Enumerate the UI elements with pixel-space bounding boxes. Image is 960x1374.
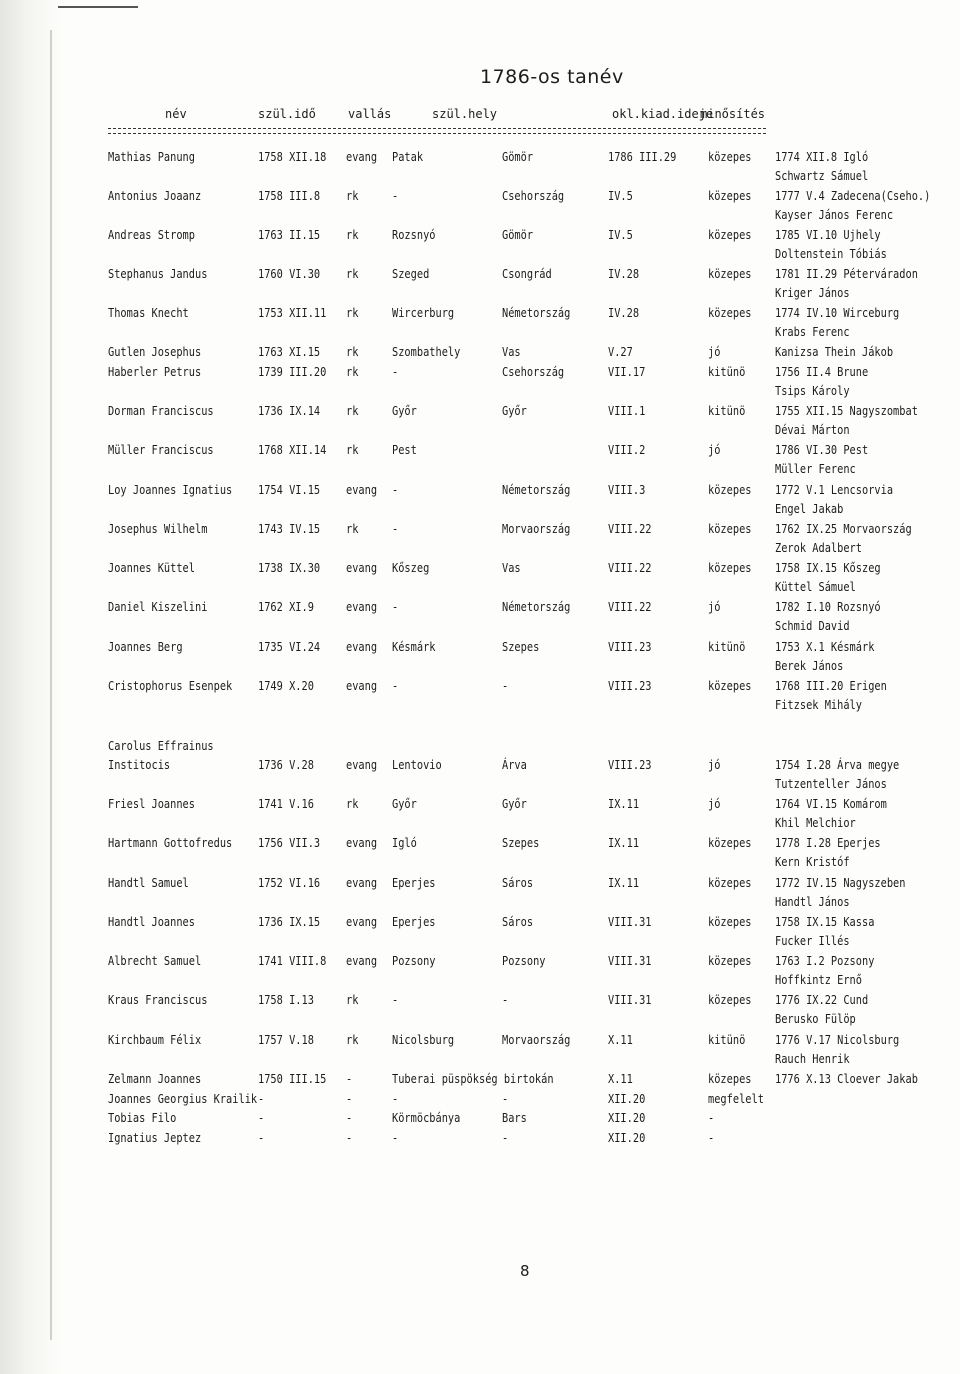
diploma-date: IV.28 — [608, 267, 640, 281]
birth-place: - — [392, 993, 399, 1007]
table-row — [0, 150, 960, 183]
birth-date: - — [258, 1131, 265, 1145]
birth-date: 1736 V.28 — [258, 758, 314, 772]
previous-record: 1774 XII.8 Igló — [775, 150, 869, 164]
table-row — [0, 443, 960, 476]
previous-record: 1758 IX.15 Kassa — [775, 915, 875, 929]
birth-date: 1754 VI.15 — [258, 483, 321, 497]
previous-record: 1772 IV.15 Nagyszeben — [775, 876, 906, 890]
previous-record: 1758 IX.15 Kőszeg — [775, 561, 881, 575]
previous-teacher: Doltenstein Tóbiás — [775, 247, 887, 261]
religion: rk — [346, 267, 359, 281]
previous-teacher: Berek János — [775, 659, 844, 673]
diploma-date: 1786 III.29 — [608, 150, 677, 164]
table-row — [0, 561, 960, 594]
grade: közepes — [708, 561, 752, 575]
grade: közepes — [708, 267, 752, 281]
header-oklkiad: okl.kiad.ideje — [612, 107, 714, 121]
previous-teacher: Müller Ferenc — [775, 462, 856, 476]
grade: közepes — [708, 993, 752, 1007]
table-row — [0, 365, 960, 398]
previous-teacher: Khil Melchior — [775, 816, 856, 830]
religion: rk — [346, 189, 359, 203]
previous-record: 1755 XII.15 Nagyszombat — [775, 404, 918, 418]
previous-record: 1774 IV.10 Wirceburg — [775, 306, 900, 320]
religion: - — [346, 1072, 353, 1086]
birth-date: 1757 V.18 — [258, 1033, 314, 1047]
previous-teacher: Hoffkintz Ernő — [775, 973, 862, 987]
birth-place: Szombathely — [392, 345, 461, 359]
grade: közepes — [708, 522, 752, 536]
county: Bars — [502, 1111, 527, 1125]
student-name: Albrecht Samuel — [108, 954, 202, 968]
student-name: Handtl Samuel — [108, 876, 189, 890]
previous-record: 1762 IX.25 Morvaország — [775, 522, 912, 536]
header-szulhely: szül.hely — [432, 107, 498, 121]
diploma-date: VIII.3 — [608, 483, 646, 497]
birth-place: Eperjes — [392, 876, 436, 890]
county: Morvaország — [502, 1033, 571, 1047]
previous-record: 1776 V.17 Nicolsburg — [775, 1033, 900, 1047]
religion: evang — [346, 836, 378, 850]
religion: evang — [346, 758, 378, 772]
header-szulido: szül.idő — [258, 107, 316, 121]
birth-date: 1750 III.15 — [258, 1072, 327, 1086]
religion: evang — [346, 561, 378, 575]
grade: közepes — [708, 954, 752, 968]
birth-place: Szeged — [392, 267, 430, 281]
county: - — [502, 993, 509, 1007]
previous-record: 1754 I.28 Árva megye — [775, 758, 900, 772]
student-name: Loy Joannes Ignatius — [108, 483, 233, 497]
birth-place: - — [392, 189, 399, 203]
birth-date: 1739 III.20 — [258, 365, 327, 379]
birth-date: 1735 VI.24 — [258, 640, 321, 654]
student-name: Joannes Berg — [108, 640, 183, 654]
student-name: Stephanus Jandus — [108, 267, 208, 281]
student-name: Joannes Küttel — [108, 561, 195, 575]
diploma-date: IX.11 — [608, 797, 640, 811]
county: Győr — [502, 404, 527, 418]
previous-teacher: Engel Jakab — [775, 502, 844, 516]
birth-date: - — [258, 1092, 265, 1106]
previous-record: 1782 I.10 Rozsnyó — [775, 600, 881, 614]
religion: - — [346, 1131, 353, 1145]
grade: jó — [708, 443, 721, 457]
diploma-date: VIII.23 — [608, 640, 652, 654]
previous-record: 1786 VI.30 Pest — [775, 443, 869, 457]
previous-teacher: Berusko Fülöp — [775, 1012, 856, 1026]
religion: evang — [346, 150, 378, 164]
previous-teacher: Küttel Sámuel — [775, 580, 856, 594]
diploma-date: VIII.23 — [608, 679, 652, 693]
header-vallas: vallás — [348, 107, 392, 121]
birth-place: - — [392, 600, 399, 614]
diploma-date: V.27 — [608, 345, 633, 359]
birth-date: 1736 IX.14 — [258, 404, 321, 418]
birth-place: Rozsnyó — [392, 228, 436, 242]
table-row — [0, 836, 960, 869]
scan-top-mark — [58, 6, 138, 8]
previous-teacher: Zerok Adalbert — [775, 541, 862, 555]
diploma-date: VIII.22 — [608, 522, 652, 536]
previous-teacher: Handtl János — [775, 895, 850, 909]
previous-record: 1764 VI.15 Komárom — [775, 797, 887, 811]
diploma-date: X.11 — [608, 1072, 633, 1086]
grade: közepes — [708, 876, 752, 890]
birth-date: 1736 IX.15 — [258, 915, 321, 929]
birth-date: 1758 XII.18 — [258, 150, 327, 164]
birth-date: 1763 XI.15 — [258, 345, 321, 359]
table-row — [0, 345, 960, 365]
diploma-date: VIII.1 — [608, 404, 646, 418]
birth-place: Győr — [392, 797, 417, 811]
previous-teacher: Tsips Károly — [775, 384, 850, 398]
diploma-date: IV.5 — [608, 228, 633, 242]
birth-place: Pozsony — [392, 954, 436, 968]
religion: rk — [346, 345, 359, 359]
grade: jó — [708, 758, 721, 772]
birth-date: 1756 VII.3 — [258, 836, 321, 850]
previous-record: 1768 III.20 Erigen — [775, 679, 887, 693]
county: Sáros — [502, 915, 534, 929]
table-row — [0, 640, 960, 673]
previous-record: Kanizsa Thein Jákob — [775, 345, 894, 359]
table-row — [0, 739, 960, 791]
grade: közepes — [708, 150, 752, 164]
diploma-date: XII.20 — [608, 1111, 646, 1125]
diploma-date: IX.11 — [608, 836, 640, 850]
birth-place: Kőszeg — [392, 561, 430, 575]
religion: rk — [346, 365, 359, 379]
religion: rk — [346, 522, 359, 536]
birth-place: Eperjes — [392, 915, 436, 929]
birth-place: Késmárk — [392, 640, 436, 654]
student-name: Gutlen Josephus — [108, 345, 202, 359]
table-row — [0, 306, 960, 339]
grade: közepes — [708, 915, 752, 929]
birth-place: - — [392, 483, 399, 497]
grade: közepes — [708, 1072, 752, 1086]
table-row — [0, 483, 960, 516]
diploma-date: VIII.23 — [608, 758, 652, 772]
birth-date: 1752 VI.16 — [258, 876, 321, 890]
birth-date: 1758 III.8 — [258, 189, 321, 203]
religion: rk — [346, 228, 359, 242]
grade: - — [708, 1131, 715, 1145]
county: Németország — [502, 306, 571, 320]
county: Sáros — [502, 876, 534, 890]
grade: kitünö — [708, 365, 746, 379]
grade: jó — [708, 345, 721, 359]
table-row — [0, 1111, 960, 1131]
table-row — [0, 954, 960, 987]
diploma-date: VIII.22 — [608, 600, 652, 614]
previous-teacher: Schwartz Sámuel — [775, 169, 869, 183]
student-name: Andreas Stromp — [108, 228, 195, 242]
religion: - — [346, 1111, 353, 1125]
birth-date: 1762 XI.9 — [258, 600, 314, 614]
student-name: Dorman Franciscus — [108, 404, 214, 418]
county: Csehország — [502, 365, 565, 379]
diploma-date: VIII.2 — [608, 443, 646, 457]
previous-record: 1778 I.28 Eperjes — [775, 836, 881, 850]
county: Csehország — [502, 189, 565, 203]
previous-teacher: Fitzsek Mihály — [775, 698, 862, 712]
grade: kitünö — [708, 1033, 746, 1047]
county: Morvaország — [502, 522, 571, 536]
birth-place: Lentovio — [392, 758, 442, 772]
religion: rk — [346, 993, 359, 1007]
diploma-date: IV.28 — [608, 306, 640, 320]
county: Gömör — [502, 150, 534, 164]
birth-place: Igló — [392, 836, 417, 850]
religion: evang — [346, 954, 378, 968]
header-double-rule — [108, 128, 766, 134]
page-number: 8 — [520, 1262, 530, 1280]
student-name: Thomas Knecht — [108, 306, 189, 320]
religion: rk — [346, 1033, 359, 1047]
diploma-date: XII.20 — [608, 1092, 646, 1106]
previous-record: 1781 II.29 Péterváradon — [775, 267, 918, 281]
birth-place: Patak — [392, 150, 424, 164]
student-name: Kraus Franciscus — [108, 993, 208, 1007]
religion: - — [346, 1092, 353, 1106]
table-row — [0, 1033, 960, 1066]
page-title: 1786-os tanév — [480, 66, 624, 88]
birth-place: - — [392, 365, 399, 379]
student-name: Mathias Panung — [108, 150, 195, 164]
birth-place: Wircerburg — [392, 306, 455, 320]
grade: kitünö — [708, 404, 746, 418]
birth-place: - — [392, 522, 399, 536]
diploma-date: IV.5 — [608, 189, 633, 203]
table-row — [0, 1092, 960, 1112]
table-row — [0, 797, 960, 830]
table-row — [0, 267, 960, 300]
birth-place: Győr — [392, 404, 417, 418]
county: - — [502, 1131, 509, 1145]
religion: rk — [346, 306, 359, 320]
grade: közepes — [708, 679, 752, 693]
table-row — [0, 915, 960, 948]
diploma-date: X.11 — [608, 1033, 633, 1047]
diploma-date: VIII.22 — [608, 561, 652, 575]
grade: közepes — [708, 836, 752, 850]
religion: evang — [346, 600, 378, 614]
student-name: Kirchbaum Félix — [108, 1033, 202, 1047]
table-row — [0, 404, 960, 437]
religion: rk — [346, 443, 359, 457]
previous-teacher: Kriger János — [775, 286, 850, 300]
grade: közepes — [708, 228, 752, 242]
county: Győr — [502, 797, 527, 811]
previous-record: 1776 X.13 Cloever Jakab — [775, 1072, 918, 1086]
student-name: Zelmann Joannes — [108, 1072, 202, 1086]
birth-date: 1749 X.20 — [258, 679, 314, 693]
birth-date: - — [258, 1111, 265, 1125]
grade: jó — [708, 600, 721, 614]
religion: evang — [346, 679, 378, 693]
birth-place: Tuberai püspökség birtokán — [392, 1072, 554, 1086]
diploma-date: XII.20 — [608, 1131, 646, 1145]
county: - — [502, 679, 509, 693]
diploma-date: VII.17 — [608, 365, 646, 379]
birth-date: 1741 VIII.8 — [258, 954, 327, 968]
previous-teacher: Fucker Illés — [775, 934, 850, 948]
student-name-line1: Carolus Effrainus — [108, 739, 214, 753]
birth-date: 1768 XII.14 — [258, 443, 327, 457]
previous-teacher: Dévai Márton — [775, 423, 850, 437]
student-name: Haberler Petrus — [108, 365, 202, 379]
religion: rk — [346, 404, 359, 418]
student-name: Ignatius Jeptez — [108, 1131, 202, 1145]
previous-teacher: Kayser János Ferenc — [775, 208, 894, 222]
diploma-date: VIII.31 — [608, 954, 652, 968]
religion: evang — [346, 915, 378, 929]
previous-teacher: Tutzenteller János — [775, 777, 887, 791]
student-name: Joannes Georgius Krailik — [108, 1092, 258, 1106]
county: Vas — [502, 345, 521, 359]
grade: megfelelt — [708, 1092, 764, 1106]
table-row — [0, 600, 960, 633]
birth-date: 1763 II.15 — [258, 228, 321, 242]
religion: evang — [346, 483, 378, 497]
diploma-date: VIII.31 — [608, 993, 652, 1007]
county: Szepes — [502, 836, 540, 850]
previous-record: 1785 VI.10 Ujhely — [775, 228, 881, 242]
student-name: Josephus Wilhelm — [108, 522, 208, 536]
religion: rk — [346, 797, 359, 811]
county: Németország — [502, 600, 571, 614]
birth-place: Pest — [392, 443, 417, 457]
birth-date: 1741 V.16 — [258, 797, 314, 811]
birth-place: - — [392, 679, 399, 693]
student-name: Müller Franciscus — [108, 443, 214, 457]
birth-date: 1758 I.13 — [258, 993, 314, 1007]
birth-date: 1753 XII.11 — [258, 306, 327, 320]
grade: kitünö — [708, 640, 746, 654]
previous-record: 1776 IX.22 Cund — [775, 993, 869, 1007]
birth-place: - — [392, 1131, 399, 1145]
student-name: Cristophorus Esenpek — [108, 679, 233, 693]
previous-teacher: Rauch Henrik — [775, 1052, 850, 1066]
header-minosites: minősítés — [700, 107, 766, 121]
county: Szepes — [502, 640, 540, 654]
table-row — [0, 522, 960, 555]
table-row — [0, 679, 960, 712]
county: Csongrád — [502, 267, 552, 281]
religion: evang — [346, 876, 378, 890]
religion: evang — [346, 640, 378, 654]
county: Gömör — [502, 228, 534, 242]
previous-record: 1777 V.4 Zadecena(Cseho.) — [775, 189, 931, 203]
previous-record: 1772 V.1 Lencsorvia — [775, 483, 894, 497]
student-name: Daniel Kiszelini — [108, 600, 208, 614]
previous-record: 1753 X.1 Késmárk — [775, 640, 875, 654]
diploma-date: VIII.31 — [608, 915, 652, 929]
table-row — [0, 189, 960, 222]
birth-place: Körmöcbánya — [392, 1111, 461, 1125]
county: Pozsony — [502, 954, 546, 968]
birth-date: 1738 IX.30 — [258, 561, 321, 575]
county: Árva — [502, 758, 527, 772]
county: Németország — [502, 483, 571, 497]
county: - — [502, 1092, 509, 1106]
previous-teacher: Krabs Ferenc — [775, 325, 850, 339]
header-nev: név — [165, 107, 187, 121]
birth-date: 1743 IV.15 — [258, 522, 321, 536]
grade: közepes — [708, 189, 752, 203]
table-row — [0, 228, 960, 261]
birth-place: Nicolsburg — [392, 1033, 455, 1047]
grade: jó — [708, 797, 721, 811]
table-row — [0, 1131, 960, 1151]
grade: közepes — [708, 483, 752, 497]
birth-place: - — [392, 1092, 399, 1106]
student-name: Institocis — [108, 758, 171, 772]
grade: közepes — [708, 306, 752, 320]
birth-date: 1760 VI.30 — [258, 267, 321, 281]
previous-teacher: Kern Kristóf — [775, 855, 850, 869]
table-row — [0, 1072, 960, 1092]
grade: - — [708, 1111, 715, 1125]
student-name: Handtl Joannes — [108, 915, 195, 929]
student-name: Tobias Filo — [108, 1111, 177, 1125]
previous-record: 1756 II.4 Brune — [775, 365, 869, 379]
diploma-date: IX.11 — [608, 876, 640, 890]
previous-record: 1763 I.2 Pozsony — [775, 954, 875, 968]
student-name: Hartmann Gottofredus — [108, 836, 233, 850]
student-name: Antonius Joaanz — [108, 189, 202, 203]
previous-teacher: Schmid David — [775, 619, 850, 633]
table-row — [0, 876, 960, 909]
student-name: Friesl Joannes — [108, 797, 195, 811]
table-row — [0, 993, 960, 1026]
county: Vas — [502, 561, 521, 575]
